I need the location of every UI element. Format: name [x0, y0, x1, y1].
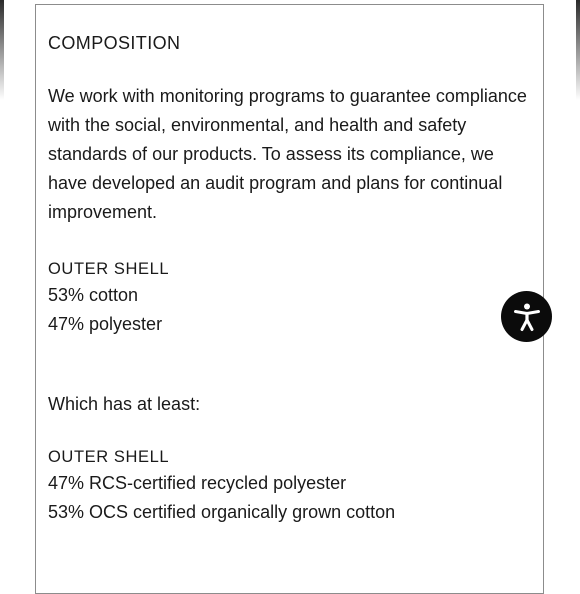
- outer-shell-item: 53% cotton: [48, 285, 139, 305]
- composition-heading: COMPOSITION: [48, 33, 181, 53]
- accessibility-button[interactable]: [501, 291, 552, 342]
- certified-outer-shell-heading: OUTER SHELL: [48, 448, 170, 466]
- left-edge-shadow: [0, 0, 4, 100]
- outer-shell-heading: OUTER SHELL: [48, 260, 170, 278]
- accessibility-icon: [510, 300, 544, 334]
- right-edge-shadow: [576, 0, 580, 100]
- composition-description: We work with monitoring programs to guarantee compliance with the social, environmental, and health and safety standards of our products. To assess its compliance, we have developed an audit program and plans for continual improvement.: [48, 86, 527, 222]
- outer-shell-item: 47% polyester: [48, 314, 163, 334]
- which-has-at-least-text: Which has at least:: [48, 394, 201, 414]
- composition-content: [48, 30, 528, 527]
- certified-item: 53% OCS certified organically grown cotton: [48, 502, 396, 522]
- certified-item: 47% RCS-certified recycled polyester: [48, 473, 347, 493]
